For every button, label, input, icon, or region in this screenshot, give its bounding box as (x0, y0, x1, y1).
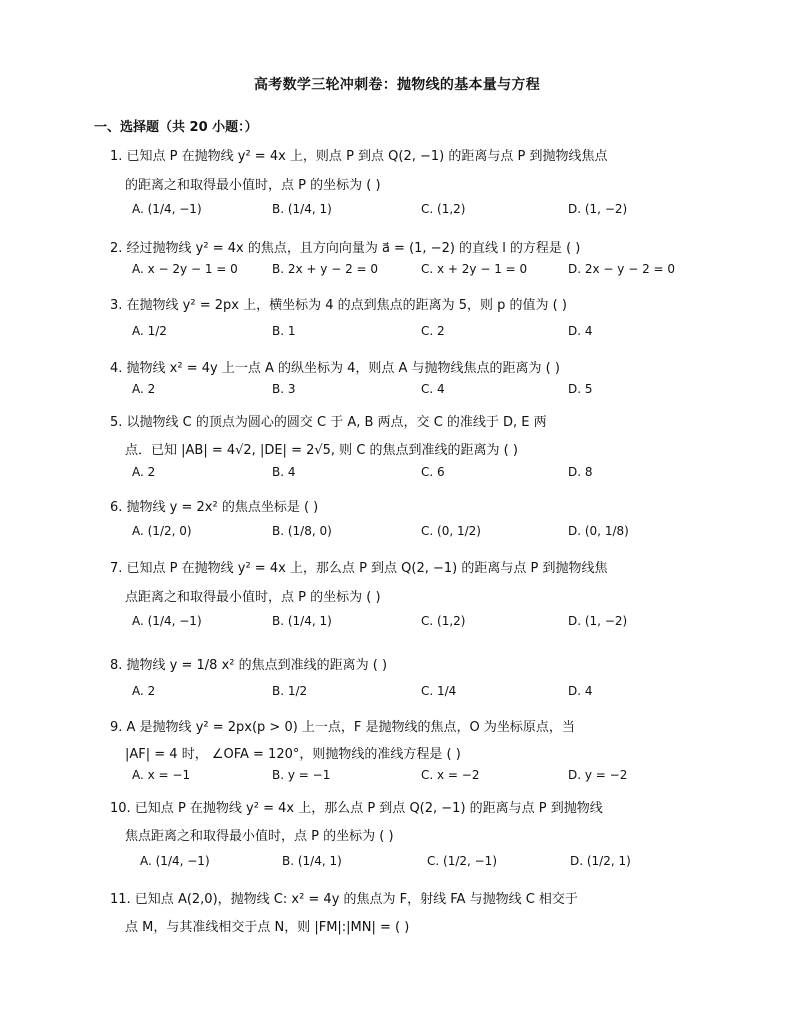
question-10-options (0, 854, 794, 874)
option-a[interactable]: A. (1/2, 0) (132, 524, 192, 538)
option-c[interactable]: C. 6 (421, 465, 445, 479)
option-b[interactable]: B. y = −1 (272, 768, 331, 782)
option-b[interactable]: B. 1 (272, 324, 296, 338)
question-11-line-1: 11. 已知点 A(2,0)，抛物线 C: x² = 4y 的焦点为 F，射线 FA 与抛物线 C 相交于 (110, 892, 578, 907)
option-a[interactable]: A. x − 2y − 1 = 0 (132, 262, 238, 276)
option-d[interactable]: D. (1/2, 1) (570, 854, 631, 868)
option-d[interactable]: D. 8 (568, 465, 593, 479)
option-d[interactable]: D. y = −2 (568, 768, 628, 782)
question-6-line-1: 6. 抛物线 y = 2x² 的焦点坐标是 ( ) (110, 500, 319, 515)
option-c[interactable]: C. 1/4 (421, 684, 457, 698)
option-a[interactable]: A. (1/4, −1) (132, 614, 202, 628)
option-d[interactable]: D. 4 (568, 684, 593, 698)
question-2-options (0, 262, 794, 282)
option-c[interactable]: C. 4 (421, 382, 445, 396)
question-3-line-1: 3. 在抛物线 y² = 2px 上，横坐标为 4 的点到焦点的距离为 5，则 p 的值为 ( ) (110, 298, 567, 313)
option-b[interactable]: B. (1/8, 0) (272, 524, 332, 538)
page-title: 高考数学三轮冲刺卷：抛物线的基本量与方程 (254, 77, 540, 93)
option-c[interactable]: C. (1/2, −1) (427, 854, 498, 868)
question-7-options (0, 614, 794, 634)
section-heading: 一、选择题（共 20 小题：） (94, 120, 258, 135)
option-b[interactable]: B. 4 (272, 465, 296, 479)
option-c[interactable]: C. x = −2 (421, 768, 480, 782)
question-4-line-1: 4. 抛物线 x² = 4y 上一点 A 的纵坐标为 4，则点 A 与抛物线焦点的距离为 ( ) (110, 361, 560, 376)
option-d[interactable]: D. 4 (568, 324, 593, 338)
question-5-line-1: 5. 以抛物线 C 的顶点为圆心的圆交 C 于 A, B 两点，交 C 的准线于 D, E 两 (110, 415, 547, 430)
question-6-options (0, 524, 794, 544)
option-a[interactable]: A. x = −1 (132, 768, 191, 782)
option-a[interactable]: A. 2 (132, 684, 156, 698)
question-9-options (0, 768, 794, 788)
question-3-options (0, 324, 794, 344)
question-5-options (0, 465, 794, 485)
question-4-options (0, 382, 794, 402)
question-7-line-1: 7. 已知点 P 在抛物线 y² = 4x 上，那么点 P 到点 Q(2, −1) 的距离与点 P 到抛物线焦 (110, 561, 608, 576)
question-10-line-2: 焦点距离之和取得最小值时，点 P 的坐标为 ( ) (125, 829, 394, 844)
option-d[interactable]: D. 2x − y − 2 = 0 (568, 262, 676, 276)
question-5-line-2: 点．已知 |AB| = 4√2, |DE| = 2√5, 则 C 的焦点到准线的距离为 ( ) (125, 443, 518, 458)
option-a[interactable]: A. (1/4, −1) (132, 202, 202, 216)
question-1-options (0, 202, 794, 222)
question-11-line-2: 点 M，与其准线相交于点 N，则 |FM|:|MN| = ( ) (125, 920, 410, 935)
option-c[interactable]: C. x + 2y − 1 = 0 (421, 262, 528, 276)
option-a[interactable]: A. 2 (132, 382, 156, 396)
option-a[interactable]: A. (1/4, −1) (140, 854, 210, 868)
option-d[interactable]: D. (0, 1/8) (568, 524, 629, 538)
option-a[interactable]: A. 1/2 (132, 324, 167, 338)
option-d[interactable]: D. (1, −2) (568, 202, 628, 216)
option-d[interactable]: D. (1, −2) (568, 614, 628, 628)
question-1-line-1: 1. 已知点 P 在抛物线 y² = 4x 上，则点 P 到点 Q(2, −1) 的距离与点 P 到抛物线焦点 (110, 149, 608, 164)
question-8-options (0, 684, 794, 704)
question-2-line-1: 2. 经过抛物线 y² = 4x 的焦点，且方向向量为 a⃗ = (1, −2) 的直线 l 的方程是 ( ) (110, 241, 581, 256)
option-b[interactable]: B. (1/4, 1) (272, 614, 332, 628)
question-10-line-1: 10. 已知点 P 在抛物线 y² = 4x 上，那么点 P 到点 Q(2, −1) 的距离与点 P 到抛物线 (110, 801, 603, 816)
option-b[interactable]: B. 3 (272, 382, 296, 396)
option-c[interactable]: C. 2 (421, 324, 445, 338)
option-c[interactable]: C. (1,2) (421, 614, 466, 628)
question-8-line-1: 8. 抛物线 y = 1/8 x² 的焦点到准线的距离为 ( ) (110, 658, 388, 673)
option-d[interactable]: D. 5 (568, 382, 593, 396)
question-7-line-2: 点距离之和取得最小值时，点 P 的坐标为 ( ) (125, 590, 381, 605)
option-a[interactable]: A. 2 (132, 465, 156, 479)
option-b[interactable]: B. 2x + y − 2 = 0 (272, 262, 379, 276)
option-c[interactable]: C. (0, 1/2) (421, 524, 481, 538)
option-b[interactable]: B. (1/4, 1) (282, 854, 342, 868)
question-9-line-1: 9. A 是抛物线 y² = 2px(p > 0) 上一点，F 是抛物线的焦点，O 为坐标原点，当 (110, 720, 575, 735)
question-1-line-2: 的距离之和取得最小值时，点 P 的坐标为 ( ) (125, 178, 381, 193)
option-b[interactable]: B. (1/4, 1) (272, 202, 332, 216)
question-9-line-2: |AF| = 4 时， ∠OFA = 120°，则抛物线的准线方程是 ( ) (125, 747, 461, 762)
option-c[interactable]: C. (1,2) (421, 202, 466, 216)
option-b[interactable]: B. 1/2 (272, 684, 308, 698)
